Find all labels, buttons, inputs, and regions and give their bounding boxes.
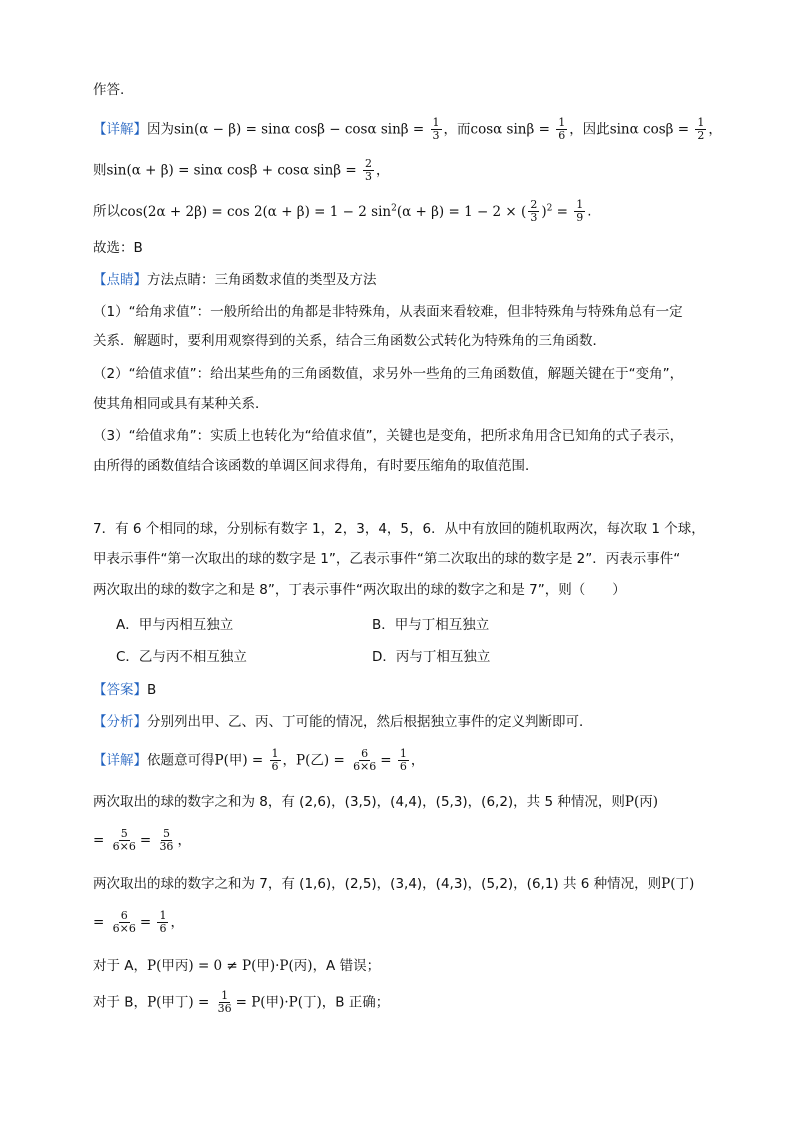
comment-tag: 【点睛】 bbox=[93, 272, 147, 288]
method-3a: （3）“给值求角”：实质上也转化为“给值求值”，关键也是变角，把所求角用含已知角的式子表示， bbox=[93, 428, 684, 444]
fraction: $\frac{1}{3}$ bbox=[432, 116, 440, 142]
option-c: C．乙与丙不相互独立 bbox=[116, 649, 247, 665]
formula: sinα cosβ = bbox=[609, 121, 690, 138]
formula: cos(2α + 2β) = cos 2(α + β) = 1 − 2 $\sin^2(\alpha + \beta) = 1 - 2$ × ( bbox=[120, 203, 527, 220]
method-1a: （1）“给角求值”：一般所给出的角都是非特殊角，从表面来看较难，但非特殊角与特殊角总有一定 bbox=[93, 304, 683, 320]
formula: cosα sinβ = bbox=[470, 121, 550, 138]
analysis-line: 【分析】分别列出甲、乙、丙、丁可能的情况，然后根据独立事件的定义判断即可． bbox=[93, 714, 593, 730]
sum-7-line: 两次取出的球的数字之和为 7，有 (1,6)，(2,5)，(3,4)，(4,3)，(5,2)，(6,1) 共 6 种情况，则P(丁) bbox=[93, 876, 695, 892]
detail-tag: 【详解】 bbox=[93, 121, 147, 138]
question-7-line-2: 甲表示事件“第一次取出的球的数字是 1”，乙表示事件“第二次取出的球的数字是 2”．丙表示事件“ bbox=[93, 551, 681, 567]
formula: sin(α + β) = sinα cosβ + cosα sinβ = bbox=[106, 162, 357, 179]
fraction: $\frac{5}{36}$ bbox=[159, 827, 174, 853]
fraction: $\frac{1}{36}$ bbox=[217, 989, 232, 1015]
analysis-tag: 【分析】 bbox=[93, 714, 147, 730]
sum-8-line: 两次取出的球的数字之和为 8，有 (2,6)，(3,5)，(4,4)，(5,3)，(6,2)，共 5 种情况，则P(丙) bbox=[93, 794, 658, 810]
sum-8-result: = $\frac{5}{6\times 6}$ = $\frac{5}{36}$ ， bbox=[93, 827, 191, 853]
fraction: $\frac{1}{9}$ bbox=[576, 198, 584, 224]
detail-line-1: 【详解】因为sin(α − β) = sinα cosβ − cosα sinβ = $\frac{1}{3}$ ，而cosα sinβ = $\frac{1}{6}$ ，因此sinα cosβ = $\frac{1}{2}$ ， bbox=[93, 116, 722, 142]
question-7-line-3: 两次取出的球的数字之和是 8”，丁表示事件“两次取出的球的数字之和是 7”，则（ ） bbox=[93, 582, 626, 598]
fraction: $\frac{6}{6\times 6}$ bbox=[112, 909, 136, 935]
method-2a: （2）“给值求值”：给出某些角的三角函数值，求另外一些角的三角函数值，解题关键在于“变角”， bbox=[93, 366, 684, 382]
option-d: D．丙与丁相互独立 bbox=[372, 649, 491, 665]
fraction: $\frac{1}{6}$ bbox=[159, 909, 167, 935]
choose-text: 故选：B bbox=[93, 240, 143, 256]
option-a: A．甲与丙相互独立 bbox=[116, 617, 234, 633]
answer-line: 【答案】B bbox=[93, 682, 157, 698]
fraction: $\frac{1}{2}$ bbox=[697, 116, 705, 142]
detail-line-3: 所以cos(2α + 2β) = cos 2(α + β) = 1 − 2 $\sin^2(\alpha + \beta) = 1 - 2$ × ( $\frac{2}{3}$ )$^2$ = $\frac{1}{9}$ . bbox=[93, 198, 592, 224]
fraction: $\frac{2}{3}$ bbox=[365, 157, 373, 183]
method-3b: 由所得的函数值结合该函数的单调区间求得角，有时要压缩角的取值范围． bbox=[93, 458, 539, 474]
check-a-line: 对于 A，P(甲丙) = 0 ≠ P(甲)·P(丙)，A 错误； bbox=[93, 958, 381, 974]
detail-7-line: 【详解】依题意可得P(甲) = $\frac{1}{6}$ ，P(乙) = $\frac{6}{6\times 6}$ = $\frac{1}{6}$ ， bbox=[93, 747, 425, 773]
detail-line-2: 则sin(α + β) = sinα cosβ + cosα sinβ = $\frac{2}{3}$ ， bbox=[93, 157, 390, 183]
intro-text: 作答. bbox=[93, 82, 125, 98]
fraction: $\frac{6}{6\times 6}$ bbox=[353, 747, 377, 773]
fraction: $\frac{1}{6}$ bbox=[271, 747, 279, 773]
fraction: $\frac{1}{6}$ bbox=[558, 116, 566, 142]
fraction: $\frac{1}{6}$ bbox=[399, 747, 407, 773]
method-2b: 使其角相同或具有某种关系． bbox=[93, 396, 269, 412]
method-1b: 关系．解题时，要利用观察得到的关系，结合三角函数公式转化为特殊角的三角函数． bbox=[93, 333, 606, 349]
comment-line: 【点睛】方法点睛：三角函数求值的类型及方法 bbox=[93, 272, 377, 288]
answer-tag: 【答案】 bbox=[93, 682, 147, 698]
option-b: B．甲与丁相互独立 bbox=[372, 617, 490, 633]
formula: sin(α − β) = sinα cosβ − cosα sinβ = bbox=[174, 121, 425, 138]
check-b-line: 对于 B，P(甲丁) = $\frac{1}{36}$ = P(甲)·P(丁)，B 正确； bbox=[93, 989, 390, 1015]
question-7-line-1: 7．有 6 个相同的球，分别标有数字 1，2，3，4，5，6．从中有放回的随机取两次，每次取 1 个球， bbox=[93, 521, 705, 537]
detail-tag: 【详解】 bbox=[93, 752, 147, 769]
sum-7-result: = $\frac{6}{6\times 6}$ = $\frac{1}{6}$ ， bbox=[93, 909, 184, 935]
fraction: $\frac{2}{3}$ bbox=[530, 198, 538, 224]
fraction: $\frac{5}{6\times 6}$ bbox=[112, 827, 136, 853]
